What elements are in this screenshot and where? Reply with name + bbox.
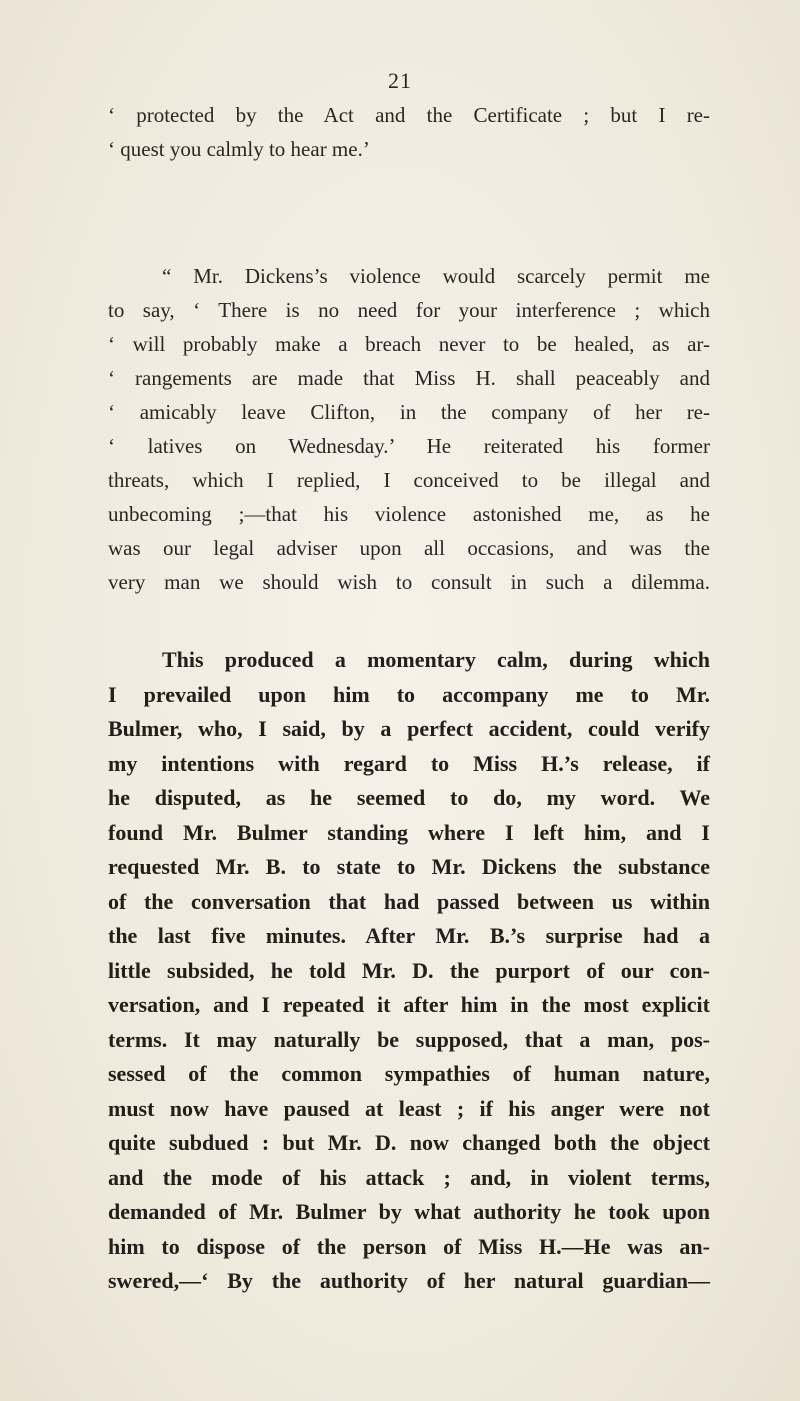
- text-line: little subsided, he told Mr. D. the purport of our con-: [108, 957, 710, 983]
- text-line: ‘ latives on Wednesday.’ He reiterated his former: [108, 434, 710, 458]
- text-line: very man we should wish to consult in such a dilemma.: [108, 570, 710, 594]
- text-line: him to dispose of the person of Miss H.—He was an-: [108, 1233, 710, 1259]
- text-line: ‘ will probably make a breach never to be healed, as ar-: [108, 332, 710, 356]
- text-line: threats, which I replied, I conceived to be illegal and: [108, 468, 710, 492]
- text-line: “ Mr. Dickens’s violence would scarcely permit me: [162, 264, 710, 288]
- text-line: ‘ rangements are made that Miss H. shall peaceably and: [108, 366, 710, 390]
- page-number: 21: [388, 68, 412, 93]
- text-line: and the mode of his attack ; and, in violent terms,: [108, 1164, 710, 1190]
- text-line: quite subdued : but Mr. D. now changed both the object: [108, 1130, 710, 1155]
- text-line: my intentions with regard to Miss H.’s release, if: [108, 750, 710, 776]
- text-line: terms. It may naturally be supposed, that a man, pos-: [108, 1026, 710, 1052]
- paragraph-2: [108, 259, 710, 599]
- text-line: to say, ‘ There is no need for your interference ; which: [108, 298, 710, 322]
- text-line: unbecoming ;—that his violence astonished me, as he: [108, 502, 710, 526]
- text-line: Bulmer, who, I said, by a perfect accident, could verify: [108, 716, 710, 741]
- text-line: must now have paused at least ; if his anger were not: [108, 1095, 710, 1121]
- text-line: swered,—‘ By the authority of her natural guardian—: [108, 1268, 710, 1293]
- text-line: he disputed, as he seemed to do, my word. We: [108, 785, 710, 810]
- text-line: demanded of Mr. Bulmer by what authority he took upon: [108, 1199, 710, 1224]
- text-line: was our legal adviser upon all occasions, and was the: [108, 536, 710, 560]
- text-line: requested Mr. B. to state to Mr. Dickens the substance: [108, 854, 710, 879]
- text-line: This produced a momentary calm, during which: [162, 647, 710, 672]
- text-line: sessed of the common sympathies of human nature,: [108, 1061, 710, 1086]
- text-line: ‘ quest you calmly to hear me.’: [108, 137, 370, 161]
- text-line: found Mr. Bulmer standing where I left him, and I: [108, 819, 710, 845]
- text-line: versation, and I repeated it after him in the most explicit: [108, 992, 710, 1017]
- text-line: ‘ protected by the Act and the Certificate ; but I re-: [108, 103, 710, 127]
- text-line: the last five minutes. After Mr. B.’s surprise had a: [108, 923, 710, 948]
- text-line: ‘ amicably leave Clifton, in the company of her re-: [108, 400, 710, 424]
- paragraph-1: [108, 98, 710, 166]
- text-line: of the conversation that had passed between us within: [108, 888, 710, 914]
- paragraph-3: [108, 643, 710, 1299]
- text-line: I prevailed upon him to accompany me to Mr.: [108, 681, 710, 707]
